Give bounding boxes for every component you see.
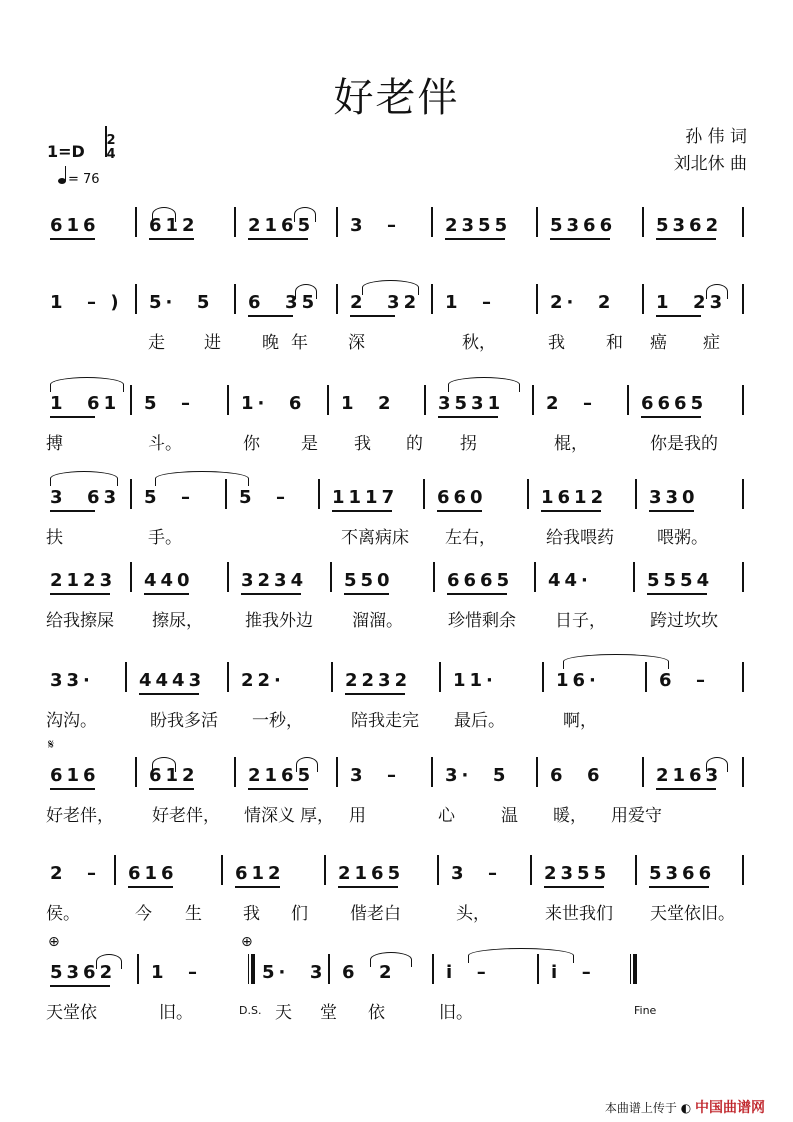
slur-arc: [152, 207, 176, 222]
barline: [742, 562, 744, 592]
measure-notes: 330: [649, 487, 699, 508]
key-signature: 1=D: [47, 142, 85, 161]
barline: [642, 284, 644, 314]
lyric-text: 偕老白: [350, 904, 401, 924]
barline: [431, 284, 433, 314]
beam-line: [445, 238, 505, 240]
measure-notes: 3 –: [350, 215, 401, 236]
beam-line: [50, 238, 95, 240]
barline: [635, 855, 637, 885]
lyric-text: 盼我多活: [150, 711, 218, 731]
slur-arc: [370, 952, 412, 967]
lyric-text: 啊，: [563, 711, 597, 731]
barline: [114, 855, 116, 885]
lyric-text: 依: [368, 1003, 385, 1023]
lyric-text: 棍，: [554, 434, 588, 454]
barline: [742, 479, 744, 509]
measure-notes: 616: [50, 765, 100, 786]
slur-arc: [50, 471, 118, 486]
lyric-text: 头，: [456, 904, 490, 924]
beam-line: [139, 693, 199, 695]
beam-line: [656, 238, 716, 240]
lyric-text: 堂: [320, 1003, 337, 1023]
lyric-text: 的: [406, 434, 423, 454]
lyric-text: 厚，: [300, 806, 334, 826]
barline: [642, 207, 644, 237]
lyric-text: 斗。: [148, 434, 182, 454]
lyric-text: 搏: [46, 434, 63, 454]
barline: [234, 284, 236, 314]
slur-arc: [448, 377, 520, 392]
barline: [327, 385, 329, 415]
beam-line: [649, 886, 709, 888]
beam-line: [149, 238, 194, 240]
lyric-text: 你: [243, 434, 260, 454]
lyric-text: 推我外边: [245, 611, 313, 631]
lyric-text: 心: [438, 806, 455, 826]
measure-notes: 3 –: [350, 765, 401, 786]
beam-line: [149, 788, 194, 790]
barline: [234, 757, 236, 787]
measure-notes: 5366: [649, 863, 716, 884]
beam-line: [50, 510, 95, 512]
slur-arc: [296, 757, 318, 772]
barline: [742, 855, 744, 885]
measure-notes: 1 –: [445, 292, 496, 313]
time-sig-bottom: 4: [106, 147, 116, 162]
staff-row: [0, 962, 793, 1052]
measure-notes: 6 6: [550, 765, 604, 786]
measure-notes: 3 63: [50, 487, 121, 508]
barline: [635, 479, 637, 509]
measure-notes: 1612: [541, 487, 608, 508]
barline: [135, 757, 137, 787]
beam-line: [248, 238, 308, 240]
lyric-text: 给我喂药: [546, 528, 614, 548]
beam-line: [235, 886, 280, 888]
barline: [432, 954, 434, 984]
lyric-text: 我: [548, 333, 565, 353]
lyric-text: 珍惜剩余: [448, 611, 516, 631]
barline: [433, 562, 435, 592]
barline: [221, 855, 223, 885]
lyric-text: 情深义: [244, 806, 295, 826]
lyric-text: 温: [501, 806, 518, 826]
lyric-text: 旧。: [159, 1003, 193, 1023]
credits: [674, 124, 747, 178]
lyric-text: 跨过坎坎: [650, 611, 718, 631]
beam-line: [641, 416, 701, 418]
barline: [527, 479, 529, 509]
tempo-mark: [58, 172, 100, 187]
barline: [534, 562, 536, 592]
barline: [130, 479, 132, 509]
lyric-text: 是: [301, 434, 318, 454]
lyric-text: 溜溜。: [352, 611, 403, 631]
double-barline: [248, 954, 255, 984]
lyric-text: 一秒，: [252, 711, 303, 731]
composer: 刘北休 曲: [673, 154, 747, 174]
segno-icon: 𝄋: [48, 737, 55, 753]
slur-arc: [96, 954, 122, 969]
measure-notes: 6 –: [659, 670, 710, 691]
slur-arc: [295, 284, 317, 299]
lyric-text: 天: [275, 1003, 292, 1023]
lyric-text: 左右，: [445, 528, 496, 548]
beam-line: [50, 788, 95, 790]
measure-notes: 6 35: [248, 292, 319, 313]
barline: [742, 207, 744, 237]
barline: [742, 284, 744, 314]
lyric-text: 我: [354, 434, 371, 454]
measure-notes: 612: [149, 215, 199, 236]
barline: [742, 757, 744, 787]
lyric-text: 好老伴，: [152, 806, 220, 826]
measure-notes: 6 2: [342, 962, 396, 983]
measure-notes: 5 –: [239, 487, 290, 508]
lyric-text: 晚: [262, 333, 279, 353]
measure-notes: 1 –: [151, 962, 202, 983]
measure-notes: 11·: [453, 670, 497, 691]
barline: [328, 954, 330, 984]
barline: [227, 385, 229, 415]
beam-line: [50, 416, 95, 418]
lyric-text: 旧。: [439, 1003, 473, 1023]
lyric-text: 癌: [650, 333, 667, 353]
barline: [642, 757, 644, 787]
barline: [424, 385, 426, 415]
barline: [234, 207, 236, 237]
barline: [318, 479, 320, 509]
footer-site: 中国曲谱网: [695, 1100, 765, 1116]
footer-prefix: 本曲谱上传于: [604, 1101, 677, 1115]
barline: [431, 757, 433, 787]
measure-notes: 22·: [241, 670, 285, 691]
measure-notes: 16·: [556, 670, 600, 691]
measure-notes: 660: [437, 487, 487, 508]
lyric-text: 不离病床: [341, 528, 409, 548]
lyric-text: 用: [349, 806, 366, 826]
barline: [530, 855, 532, 885]
staff-row: [0, 487, 793, 577]
measure-notes: 44·: [548, 570, 592, 591]
slur-arc: [294, 207, 316, 222]
measure-notes: 2· 2: [550, 292, 615, 313]
measure-notes: 440: [144, 570, 194, 591]
song-title: 好老伴: [333, 75, 460, 121]
measure-notes: 6665: [641, 393, 708, 414]
measure-notes: 1 – ): [50, 292, 123, 313]
lyric-text: 生: [185, 904, 202, 924]
beam-line: [344, 593, 389, 595]
measure-notes: 3 –: [451, 863, 502, 884]
barline: [742, 385, 744, 415]
measure-notes: 5 –: [144, 487, 195, 508]
slur-arc: [362, 280, 419, 295]
beam-line: [649, 510, 694, 512]
measure-notes: 2 –: [50, 863, 101, 884]
measure-notes: 1117: [332, 487, 399, 508]
slur-arc: [152, 757, 176, 772]
time-signature: [103, 134, 119, 162]
measure-notes: 616: [128, 863, 178, 884]
measure-notes: 2355: [445, 215, 512, 236]
barline: [330, 562, 332, 592]
tempo-value: = 76: [68, 172, 100, 187]
barline: [227, 562, 229, 592]
measure-notes: i –: [551, 962, 595, 983]
lyric-text: 好老伴，: [46, 806, 114, 826]
lyric-text: 年: [291, 333, 308, 353]
staff-row: [0, 570, 793, 660]
barline: [137, 954, 139, 984]
barline: [536, 284, 538, 314]
footer: [605, 1097, 765, 1117]
barline: [130, 385, 132, 415]
barline: [633, 562, 635, 592]
measure-notes: 5362: [50, 962, 117, 983]
lyric-text: 进: [204, 333, 221, 353]
measure-notes: 2232: [345, 670, 412, 691]
slur-arc: [563, 654, 669, 669]
lyric-text: 给我擦屎: [46, 611, 114, 631]
slur-arc: [706, 284, 728, 299]
beam-line: [647, 593, 707, 595]
barline: [336, 284, 338, 314]
barline: [536, 757, 538, 787]
beam-line: [438, 416, 498, 418]
beam-line: [128, 886, 173, 888]
barline: [536, 207, 538, 237]
measure-notes: 616: [50, 215, 100, 236]
measure-notes: 4443: [139, 670, 206, 691]
beam-line: [544, 886, 604, 888]
measure-notes: 5362: [656, 215, 723, 236]
barline: [125, 662, 127, 692]
measure-notes: 612: [235, 863, 285, 884]
lyric-text: 今: [135, 904, 152, 924]
measure-notes: 2 –: [546, 393, 597, 414]
barline: [542, 662, 544, 692]
beam-line: [144, 593, 189, 595]
barline: [437, 855, 439, 885]
lyricist: 孙 伟 词: [685, 127, 747, 147]
beam-line: [50, 985, 110, 987]
lyric-text: 最后。: [454, 711, 505, 731]
measure-notes: 2163: [656, 765, 723, 786]
site-logo-icon: ◐: [680, 1101, 692, 1115]
lyric-text: 沟沟。: [46, 711, 97, 731]
lyric-text: 我: [243, 904, 260, 924]
barline: [331, 662, 333, 692]
measure-notes: 3· 5: [445, 765, 510, 786]
measure-notes: 550: [344, 570, 394, 591]
measure-notes: 6665: [447, 570, 514, 591]
barline: [627, 385, 629, 415]
lyric-text: 扶: [46, 528, 63, 548]
measure-notes: 2355: [544, 863, 611, 884]
barline: [135, 284, 137, 314]
measure-notes: 5· 5: [149, 292, 214, 313]
lyric-text: 你是我的: [650, 434, 718, 454]
lyric-text: 天堂依: [46, 1003, 97, 1023]
lyric-text: 暖，: [553, 806, 587, 826]
lyric-text: 来世我们: [545, 904, 613, 924]
staff-row: [0, 863, 793, 953]
lyric-text: 深: [348, 333, 365, 353]
measure-notes: 2123: [50, 570, 117, 591]
beam-line: [345, 693, 405, 695]
beam-line: [338, 886, 398, 888]
beam-line: [50, 593, 110, 595]
measure-notes: i –: [446, 962, 490, 983]
staff-row: [0, 670, 793, 760]
staff-row: [0, 765, 793, 855]
lyric-text: 秋，: [462, 333, 496, 353]
lyric-text: 擦尿，: [152, 611, 203, 631]
measure-notes: 3234: [241, 570, 308, 591]
beam-line: [248, 788, 308, 790]
time-sig-top: 2: [106, 133, 116, 148]
slur-arc: [50, 377, 124, 392]
barline: [423, 479, 425, 509]
staff-row: [0, 292, 793, 382]
measure-notes: 5366: [550, 215, 617, 236]
measure-notes: 1 23: [656, 292, 727, 313]
barline: [135, 207, 137, 237]
barline: [336, 207, 338, 237]
beam-line: [437, 510, 482, 512]
measure-notes: 2 32: [350, 292, 421, 313]
measure-notes: 33·: [50, 670, 94, 691]
slur-arc: [468, 948, 574, 963]
barline: [227, 662, 229, 692]
barline: [532, 385, 534, 415]
beam-line: [656, 315, 701, 317]
measure-notes: 2165: [248, 765, 315, 786]
lyric-text: 天堂依旧。: [650, 904, 735, 924]
barline: [336, 757, 338, 787]
lyric-text: 用爱守: [611, 806, 662, 826]
lyric-text: 手。: [148, 528, 182, 548]
slur-arc: [706, 757, 728, 772]
quarter-note-icon: [58, 178, 66, 184]
lyric-text: 陪我走完: [351, 711, 419, 731]
measure-notes: 612: [149, 765, 199, 786]
slur-arc: [155, 471, 249, 486]
beam-line: [656, 788, 716, 790]
beam-line: [447, 593, 507, 595]
barline: [439, 662, 441, 692]
lyric-text: 日子，: [555, 611, 606, 631]
measure-notes: 5· 3: [262, 962, 327, 983]
beam-line: [248, 315, 293, 317]
lyric-text: 和: [606, 333, 623, 353]
lyric-text: Fine: [634, 1004, 657, 1017]
barline: [324, 855, 326, 885]
measure-notes: 5 –: [144, 393, 195, 414]
measure-notes: 3531: [438, 393, 505, 414]
barline: [431, 207, 433, 237]
beam-line: [332, 510, 392, 512]
lyric-text: 拐: [460, 434, 477, 454]
lyric-text: 侯。: [46, 904, 80, 924]
coda-icon: ⊕: [241, 934, 253, 950]
barline: [130, 562, 132, 592]
lyric-text: D.S.: [239, 1004, 262, 1017]
measure-notes: 1 61: [50, 393, 121, 414]
beam-line: [541, 510, 601, 512]
beam-line: [241, 593, 301, 595]
lyric-text: 喂粥。: [657, 528, 708, 548]
beam-line: [350, 315, 395, 317]
double-barline: [630, 954, 637, 984]
barline: [742, 662, 744, 692]
measure-notes: 1 2: [341, 393, 395, 414]
staff-row: [0, 393, 793, 483]
lyric-text: 走: [148, 333, 165, 353]
measure-notes: 2165: [248, 215, 315, 236]
lyric-text: 症: [703, 333, 720, 353]
beam-line: [550, 238, 610, 240]
measure-notes: 2165: [338, 863, 405, 884]
coda-icon: ⊕: [48, 934, 60, 950]
measure-notes: 1· 6: [241, 393, 306, 414]
measure-notes: 5554: [647, 570, 714, 591]
lyric-text: 们: [291, 904, 308, 924]
